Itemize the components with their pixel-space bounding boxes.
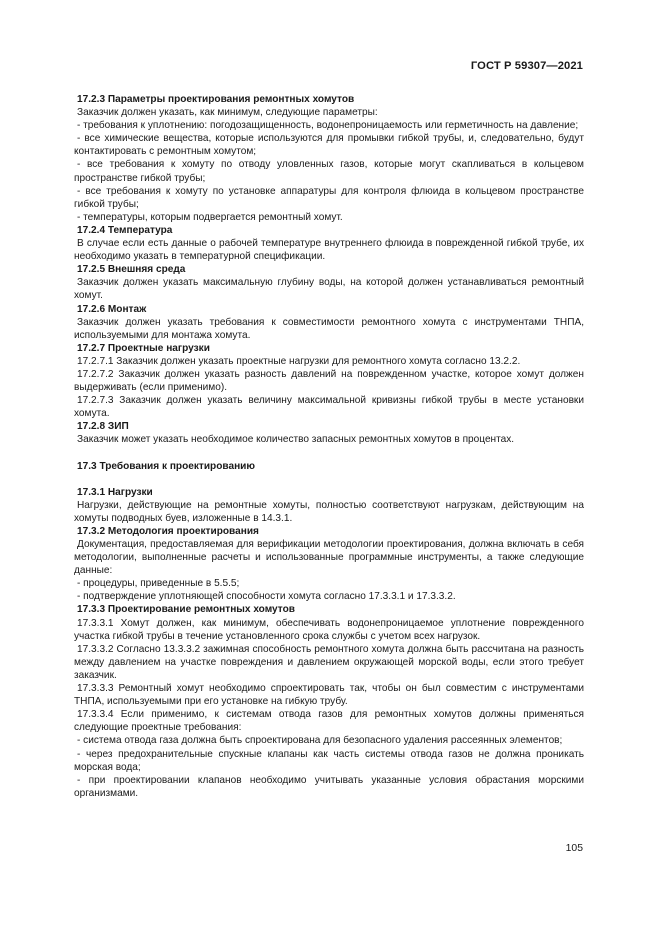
list-item: - через предохранительные спускные клапаны как часть системы отвода газов не должна проникать морская вода; <box>74 748 584 773</box>
list-item: - подтверждение уплотняющей способности хомута согласно 17.3.3.1 и 17.3.3.2. <box>77 591 456 603</box>
section-heading: 17.3 Требования к проектированию <box>77 460 255 472</box>
list-item: - температуры, которым подвергается ремонтный хомут. <box>77 211 343 223</box>
body-paragraph: Заказчик должен указать максимальную глубину воды, на которой должен устанавливаться ремонтный хомут. <box>74 277 584 302</box>
body-paragraph: 17.2.7.2 Заказчик должен указать разность давлений на поврежденном участке, которое хомут должен выдерживать (если применимо). <box>74 368 584 394</box>
body-paragraph: Нагрузки, действующие на ремонтные хомуты, полностью соответствуют нагрузкам, действующим на хомуты подводных буев, изложенные в 14.3.1. <box>74 499 584 524</box>
section-heading: 17.3.3 Проектирование ремонтных хомутов <box>77 604 295 616</box>
section-heading: 17.2.8 ЗИП <box>77 421 129 433</box>
body-paragraph: Заказчик должен указать требования к совместимости ремонтного хомута с инструментами ТНПА, используемыми для монтажа хомута. <box>74 316 584 341</box>
section-heading: 17.2.7 Проектные нагрузки <box>77 342 210 354</box>
body-paragraph: 17.2.7.1 Заказчик должен указать проектные нагрузки для ремонтного хомута согласно 13.2.2. <box>77 355 521 367</box>
list-item: - система отвода газа должна быть спроектирована для безопасного удаления рассеянных элементов; <box>77 735 563 747</box>
section-heading: 17.3.1 Нагрузки <box>77 486 153 498</box>
section-heading: 17.2.6 Монтаж <box>77 303 147 315</box>
body-paragraph: 17.3.3.1 Хомут должен, как минимум, обеспечивать водонепроницаемое уплотнение поврежденного участка гибкой трубы в течение установленного срока службы с учетом всех нагрузок. <box>74 617 584 642</box>
body-paragraph: Заказчик должен указать, как минимум, следующие параметры: <box>77 107 378 119</box>
page-number: 105 <box>565 843 583 854</box>
body-paragraph: В случае если есть данные о рабочей температуре внутреннего флюида в поврежденной гибкой трубе, их необходимо указать в температурной спецификации. <box>74 238 584 263</box>
list-item: - требования к уплотнению: погодозащищенность, водонепроницаемость или герметичность на давление; <box>77 120 579 132</box>
body-paragraph: 17.3.3.3 Ремонтный хомут необходимо спроектировать так, чтобы он был совместим с инструментами ТНПА, используемыми при его установке на гибкую трубу. <box>74 683 584 708</box>
list-item: - все требования к хомуту по установке аппаратуры для контроля флюида в кольцевом пространстве гибкой трубы; <box>74 185 584 210</box>
section-heading: 17.2.4 Температура <box>77 224 173 236</box>
body-paragraph: Заказчик может указать необходимое количество запасных ремонтных хомутов в процентах. <box>77 434 515 446</box>
document-header: ГОСТ Р 59307—2021 <box>470 60 583 72</box>
body-paragraph: 17.2.7.3 Заказчик должен указать величину максимальной кривизны гибкой трубы в месте установки хомута. <box>74 395 584 420</box>
document-body <box>74 93 584 800</box>
section-spacer <box>74 447 584 460</box>
list-item: - процедуры, приведенные в 5.5.5; <box>77 578 240 590</box>
list-item: - при проектировании клапанов необходимо учитывать указанные условия обрастания морскими организмами. <box>74 774 584 799</box>
body-paragraph: 17.3.3.2 Согласно 13.3.3.2 зажимная способность ремонтного хомута должна быть рассчитана на разность между давлением на участке повреждения и давлением окружающей морской воды, если этого требует заказчик. <box>74 643 584 681</box>
list-item: - все требования к хомуту по отводу уловленных газов, которые могут скапливаться в кольцевом пространстве гибкой трубы; <box>74 159 584 184</box>
section-spacer <box>74 473 584 486</box>
body-paragraph: 17.3.3.4 Если применимо, к системам отвода газов для ремонтных хомутов должны применяться следующие проектные требования: <box>74 709 584 734</box>
body-paragraph: Документация, предоставляемая для верификации методологии проектирования, должна включать в себя методологии, выполненные расчеты и использованные программные инструменты, а также следующие данные: <box>74 539 584 577</box>
section-heading: 17.3.2 Методология проектирования <box>77 525 259 537</box>
section-heading: 17.2.3 Параметры проектирования ремонтных хомутов <box>77 94 355 105</box>
section-heading: 17.2.5 Внешняя среда <box>77 264 186 276</box>
list-item: - все химические вещества, которые используются для промывки гибкой трубы, и, следовательно, будут контактировать с ремонтным хомутом; <box>74 133 584 158</box>
